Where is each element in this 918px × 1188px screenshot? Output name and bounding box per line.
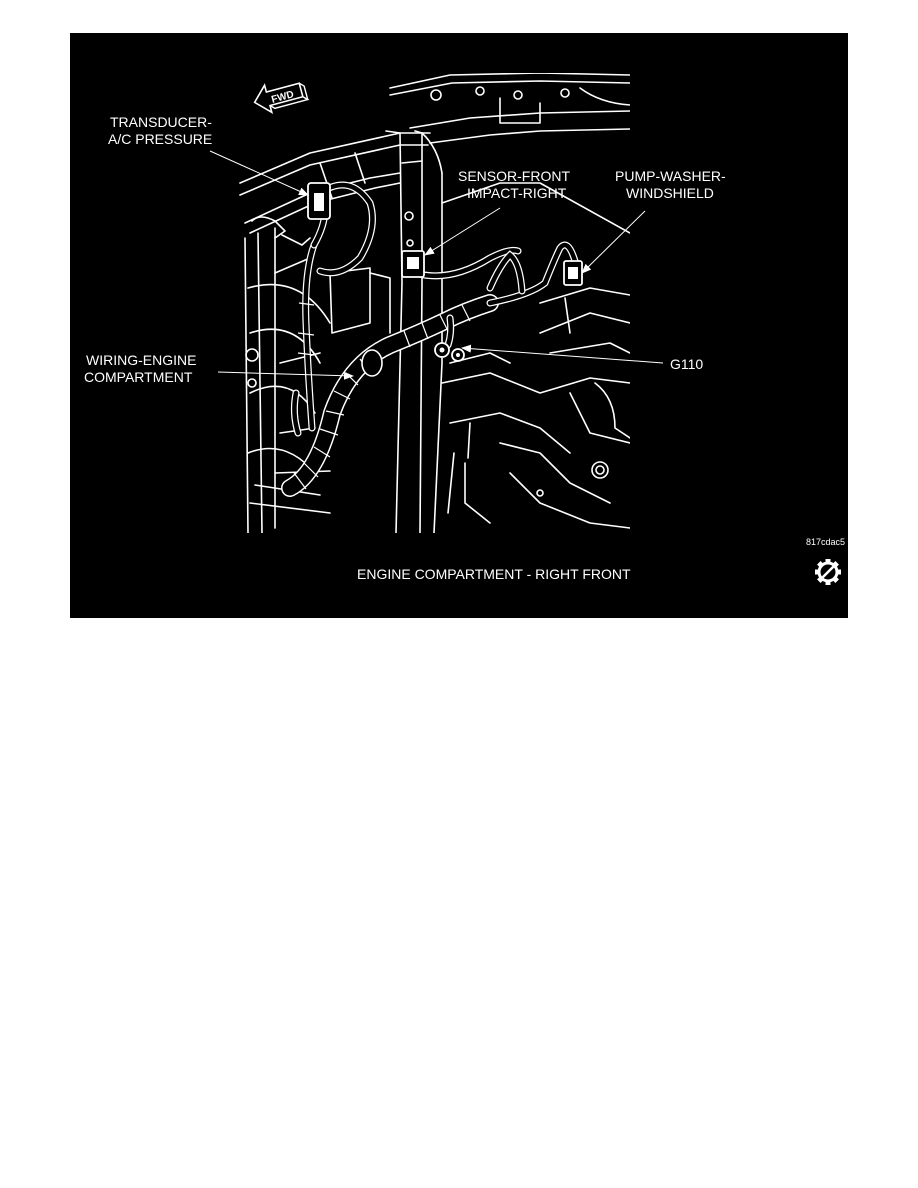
- callout-wiring-engine: [84, 352, 196, 385]
- leader-sensor: [425, 208, 500, 255]
- callout-g110: [670, 356, 703, 372]
- engine-compartment-illustration: [70, 33, 848, 618]
- callout-transducer: [108, 114, 212, 147]
- gear-slash-icon: [815, 559, 841, 585]
- wiring-label-line2: COMPARTMENT: [84, 369, 193, 385]
- figure-id: 817cdac5: [806, 537, 846, 547]
- leader-wiring: [218, 372, 353, 376]
- callout-sensor-front: [458, 168, 570, 201]
- leader-pump: [582, 211, 645, 273]
- wiring-harness-drawing: [290, 183, 582, 489]
- diagram-panel: [70, 33, 848, 618]
- transducer-label-line2: A/C PRESSURE: [108, 131, 213, 147]
- figure-caption: ENGINE COMPARTMENT - RIGHT FRONT: [357, 566, 631, 582]
- wiring-label-line1: WIRING-ENGINE: [86, 352, 197, 368]
- pump-label-line2: WINDSHIELD: [626, 185, 714, 201]
- sensor-label-line1: SENSOR-FRONT: [458, 168, 570, 184]
- callout-leaders: [210, 151, 663, 376]
- g110-label: G110: [670, 356, 704, 372]
- vehicle-structure-drawing: [240, 73, 630, 533]
- fwd-label: FWD: [270, 89, 296, 106]
- transducer-label-line1: TRANSDUCER-: [110, 114, 212, 130]
- fwd-arrow-icon: [251, 75, 308, 116]
- pump-label-line1: PUMP-WASHER-: [615, 168, 726, 184]
- sensor-label-line2: IMPACT-RIGHT: [467, 185, 567, 201]
- callout-pump-washer: [615, 168, 726, 201]
